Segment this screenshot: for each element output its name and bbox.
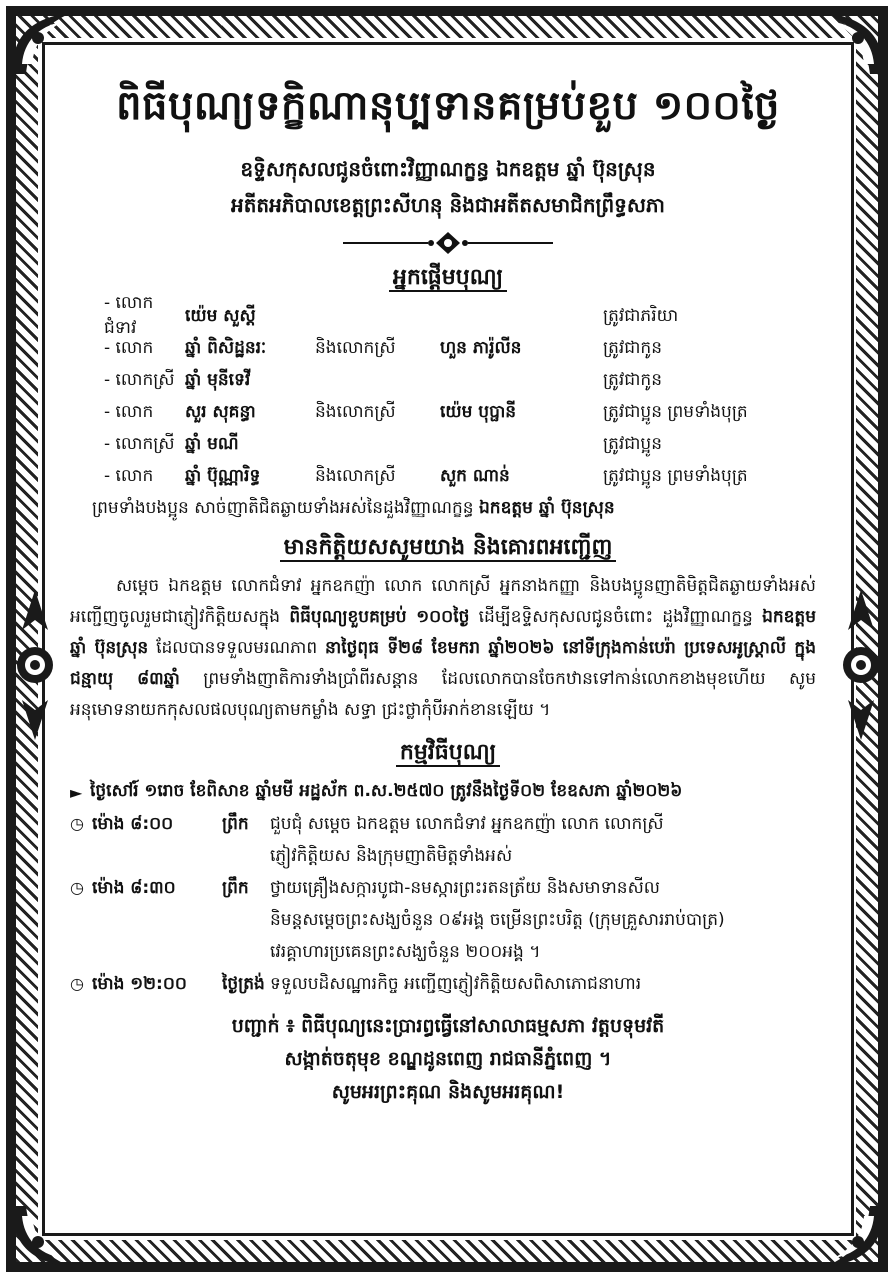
host-name: ឆ្នាំ ពិសិដ្ឋនរៈ (185, 337, 267, 358)
host-conj: និងលោកស្រី (315, 337, 396, 358)
document-body (70, 70, 826, 1210)
program-period: ថ្ងៃត្រង់ (222, 974, 265, 994)
list-item (70, 461, 826, 493)
program-period: ព្រឹក (222, 814, 249, 834)
host-title: - លោក (104, 465, 154, 486)
side-ornament-icon (12, 590, 58, 740)
list-item (70, 293, 826, 338)
host-title: - លោកជំទាវ (104, 293, 154, 338)
host-name: សួរ សុគន្ធា (185, 401, 256, 422)
clock-icon: ◷ (70, 974, 84, 993)
program-desc-line: ថ្វាយគ្រឿងសក្ការបូជា-នមស្ការព្រះរតនត្រ័យ និងសមាទានសីល (270, 878, 660, 898)
divider (70, 231, 826, 255)
side-ornament-icon (838, 590, 884, 740)
program-heading: កម្មវិធីបុណ្យ (70, 738, 826, 770)
invitation-heading: មានកិត្តិយសសូមយាង និងគោរពអញ្ជើញ (70, 533, 826, 565)
host-relation: ត្រូវជាកូន (603, 337, 663, 358)
program-desc-line: ជួបជុំ សម្ដេច ឯកឧត្តម លោកជំទាវ អ្នកឧកញ៉ា លោក លោកស្រី (270, 814, 664, 834)
host-relation: ត្រូវជាប្អូន (603, 433, 663, 454)
host-title: - លោក (104, 401, 154, 422)
floral-divider-icon (343, 231, 553, 255)
program-time: ម៉ោង ៨:៣០ (92, 878, 176, 898)
program-period: ព្រឹក (222, 878, 249, 898)
host-relation: ត្រូវជាប្អូន ព្រមទាំងបុត្រ (603, 401, 748, 422)
host-relation: ត្រូវជាប្អូន ព្រមទាំងបុត្រ (603, 465, 748, 486)
host-name: ឆ្នាំ មុនីទេវី (185, 369, 251, 390)
host-conj: និងលោកស្រី (315, 465, 396, 486)
list-item (70, 333, 826, 365)
host-title: - លោកស្រី (104, 369, 175, 390)
program-time: ម៉ោង ១២:០០ (92, 974, 187, 994)
host-spouse: យ៉េម បុប្ផានី (440, 401, 517, 422)
host-relation: ត្រូវជាភរិយា (603, 305, 679, 326)
list-item (70, 365, 826, 397)
program-item (70, 872, 826, 968)
host-name: ឆ្នាំ មណី (185, 433, 239, 454)
host-title: - លោក (104, 337, 154, 358)
play-arrow-icon: ► (70, 782, 83, 802)
list-item (70, 429, 826, 461)
hosts-heading: អ្នកផ្ដើមបុណ្យ (70, 263, 826, 295)
corner-ornament-icon (8, 1202, 78, 1272)
program-time: ម៉ោង ៨:០០ (92, 814, 174, 834)
subtitle-line-1: ឧទ្ទិសកុសលជូនចំពោះវិញ្ញាណក្ខន្ធ ឯកឧត្តម ឆ្នាំ ប៊ុនស្រុន (240, 157, 656, 181)
note-line-2: សង្កាត់ចតុមុខ ខណ្ឌដូនពេញ រាជធានីភ្នំពេញ ។ (284, 1048, 612, 1070)
page-title: ពិធីបុណ្យទក្ខិណានុប្បទានគម្រប់ខួប ១០០ថ្ងៃ (116, 83, 780, 129)
program-desc-line: វេរគ្គាហារប្រគេនព្រះសង្ឃចំនួន ២០០អង្គ ។ (270, 942, 541, 962)
host-title: - លោកស្រី (104, 433, 175, 454)
program-item (70, 808, 826, 872)
subtitle-line-2: អតីតអភិបាលខេត្តព្រះសីហនុ និងជាអតីតសមាជិកព្រឹទ្ធសភា (231, 193, 665, 217)
program-list (70, 776, 826, 1000)
host-relation: ត្រូវជាកូន (603, 369, 663, 390)
host-spouse: សួក ណាន់ (440, 465, 510, 486)
note-line-1: បញ្ជាក់ ៖ ពិធីបុណ្យនេះប្រារព្ធធ្វើនៅសាលាធម្មសភា វត្តបទុមវតី (231, 1015, 665, 1037)
invitation-paragraph: សម្ដេច ឯកឧត្តម លោកជំទាវ អ្នកឧកញ៉ា លោក លោកស្រី អ្នកនាងកញ្ញា និងបងប្អូនញាតិមិត្តជិតឆ្ងាយទាំងអស់អញ្ជើញចូលរួមជាភ្ញៀវកិត្តិយសក្នុង ពិធីបុណ្យខួបគម្រប់ ១០០ថ្ងៃ ដើម្បីឧទ្ទិសកុសលជូនចំពោះ ដួងវិញ្ញាណក្ខន្ធ ឯកឧត្តម ឆ្នាំ ប៊ុនស្រុន ដែលបានទទួលមរណភាព នាថ្ងៃពុធ ទី២៨ ខែមករា ឆ្នាំ២០២៦ នៅទីក្រុងកាន់បេរ៉ា ប្រទេសអូស្ត្រាលី ក្នុងជន្មាយុ ៨៣ឆ្នាំ ព្រមទាំងញាតិការទាំងប្រាំពីរសន្ដាន ដែលលោកបានចែកឋានទៅកាន់លោកខាងមុខហើយ សូមអនុមោទនាយកកុសលផលបុណ្យតាមកម្លាំង សទ្ធា ជ្រះថ្លាកុំបីអាក់ខានឡើយ ។ (70, 576, 817, 720)
note-line-3: សូមអរព្រះគុណ និងសូមអរគុណ! (331, 1081, 565, 1103)
corner-ornament-icon (818, 1202, 888, 1272)
program-desc-line: ទទួលបដិសណ្ឋារកិច្ច អញ្ជើញភ្ញៀវកិត្តិយសពិសាភោជនាហារ (270, 974, 642, 994)
hosts-footer: ព្រមទាំងបងប្អូន សាច់ញាតិជិតឆ្ងាយទាំងអស់នៃដួងវិញ្ញាណក្ខន្ធ ឯកឧត្តម ឆ្នាំ ប៊ុនស្រុន (92, 498, 615, 518)
program-desc-line: និមន្តសម្ដេចព្រះសង្ឃចំនួន ០៩អង្គ ចម្រើនព្រះបរិត្ត (ក្រុមគ្រួសាររាប់បាត្រ) (270, 910, 725, 930)
program-desc-line: ភ្ញៀវកិត្តិយស និងក្រុមញាតិមិត្តទាំងអស់ (270, 846, 513, 866)
list-item (70, 397, 826, 429)
host-name: ឆ្នាំ ប៊ុណ្ណារិទ្ធ (185, 465, 261, 486)
clock-icon: ◷ (70, 814, 84, 833)
host-name: យ៉េម សួស្ដី (185, 305, 256, 326)
corner-ornament-icon (818, 8, 888, 78)
host-conj: និងលោកស្រី (315, 401, 396, 422)
clock-icon: ◷ (70, 878, 84, 897)
program-item (70, 968, 826, 1000)
program-date: ► ថ្ងៃសៅរ៍ ១រោច ខែពិសាខ ឆ្នាំមមី អដ្ឋស័ក ព.ស.២៥៧០ ត្រូវនឹងថ្ងៃទី០២ ខែឧសភា ឆ្នាំ២០២៦ (70, 780, 683, 802)
closing-notes (70, 1010, 826, 1109)
host-spouse: ហួន ភារ៉ូលីន (440, 337, 522, 358)
corner-ornament-icon (8, 8, 78, 78)
hosts-list (70, 293, 826, 493)
